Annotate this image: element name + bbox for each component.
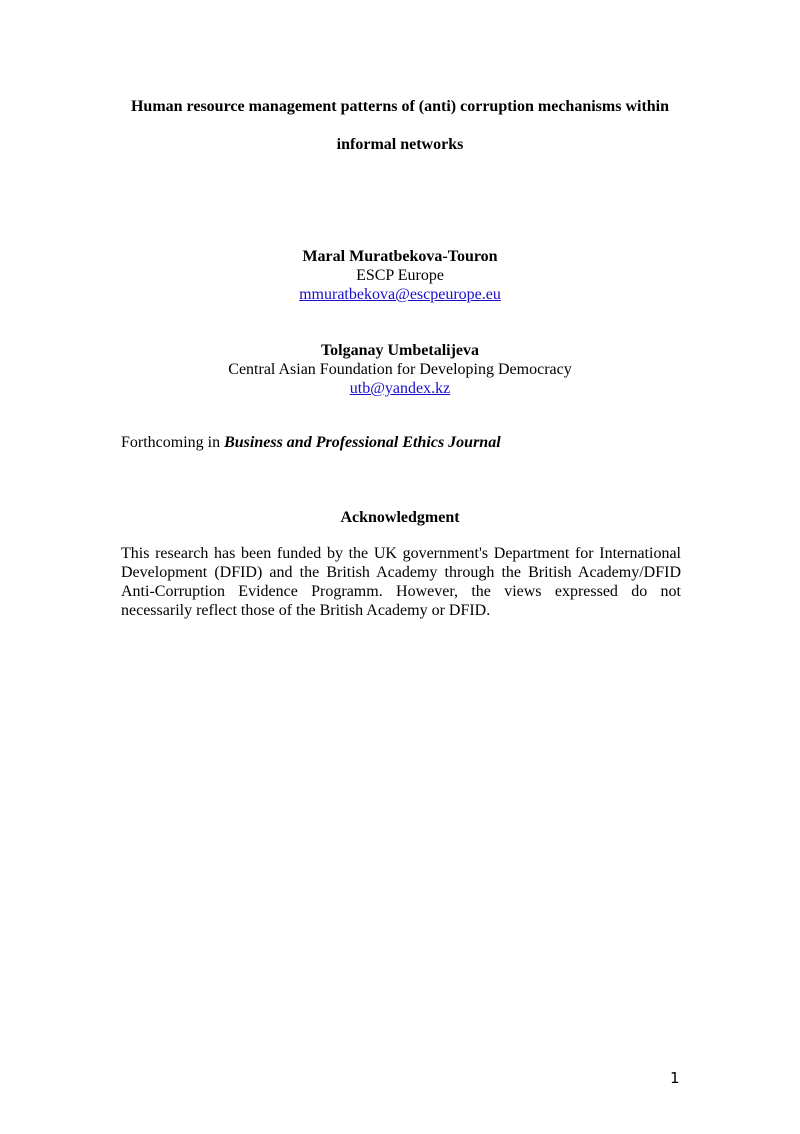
author-name: Maral Muratbekova-Touron xyxy=(302,248,498,265)
paper-title-line-2: informal networks xyxy=(336,136,464,153)
author-name: Tolganay Umbetalijeva xyxy=(320,342,480,359)
forthcoming-note xyxy=(121,433,501,452)
acknowledgment-line: This research has been funded by the UK government's Department for International xyxy=(121,545,681,562)
author-block-2 xyxy=(0,341,800,398)
forthcoming-prefix: Forthcoming in xyxy=(121,434,225,451)
author-block-1 xyxy=(0,247,800,304)
page-number: 1 xyxy=(670,1069,680,1087)
author-affiliation: Central Asian Foundation for Developing Democracy xyxy=(228,361,572,378)
author-email-link[interactable]: mmuratbekova@escpeurope.eu xyxy=(299,286,501,303)
acknowledgment-heading: Acknowledgment xyxy=(340,509,460,526)
acknowledgment-paragraph xyxy=(121,544,681,620)
paper-title-line-1: Human resource management patterns of (anti) corruption mechanisms within xyxy=(130,98,670,115)
acknowledgment-line: Anti-Corruption Evidence Programm. However, the views expressed do not xyxy=(121,583,681,600)
author-affiliation: ESCP Europe xyxy=(356,267,444,284)
journal-name: Business and Professional Ethics Journal xyxy=(224,434,501,451)
acknowledgment-line: necessarily reflect those of the British Academy or DFID. xyxy=(121,602,491,619)
acknowledgment-line: Development (DFID) and the British Academy through the British Academy/DFID xyxy=(121,564,681,581)
author-email-link[interactable]: utb@yandex.kz xyxy=(349,380,451,397)
